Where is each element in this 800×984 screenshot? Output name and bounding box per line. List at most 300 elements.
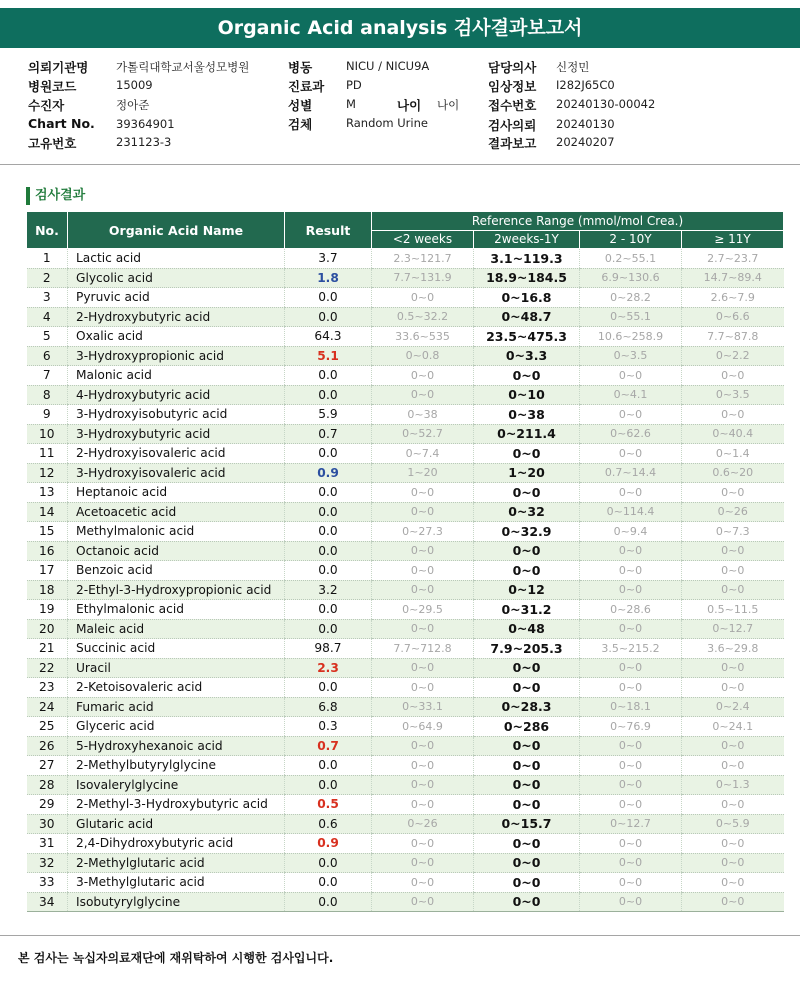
ref-2weeks-1y: 0~0	[474, 366, 580, 386]
ref-2weeks-1y: 23.5~475.3	[474, 327, 580, 347]
result-value: 0.0	[285, 561, 372, 581]
row-number: 5	[27, 327, 68, 347]
table-row	[27, 697, 784, 717]
ref-under-2-weeks: 0~0	[372, 561, 474, 581]
ref-2-10y: 0~9.4	[580, 522, 682, 542]
patient-value: 정아준	[116, 98, 150, 112]
ref-11y-plus: 3.6~29.8	[682, 639, 784, 659]
ref-2weeks-1y: 0~31.2	[474, 600, 580, 620]
result-value: 0.0	[285, 483, 372, 503]
result-value: 0.0	[285, 678, 372, 698]
col-header-2-10y: 2 - 10Y	[580, 230, 682, 249]
ref-11y-plus: 0.5~11.5	[682, 600, 784, 620]
ref-under-2-weeks: 0~0	[372, 385, 474, 405]
result-value: 2.3	[285, 658, 372, 678]
ref-2-10y: 0~0	[580, 658, 682, 678]
sex-value: M	[346, 97, 356, 111]
ref-11y-plus: 0~24.1	[682, 717, 784, 737]
result-value: 0.0	[285, 288, 372, 308]
acid-name: Oxalic acid	[68, 327, 285, 347]
unique-value: 231123-3	[116, 135, 172, 149]
result-value: 98.7	[285, 639, 372, 659]
result-value: 3.2	[285, 580, 372, 600]
result-value: 0.3	[285, 717, 372, 737]
ref-2-10y: 0~0	[580, 366, 682, 386]
ref-2weeks-1y: 0~16.8	[474, 288, 580, 308]
ref-under-2-weeks: 0.5~32.2	[372, 307, 474, 327]
acid-name: Isovalerylglycine	[68, 775, 285, 795]
ref-2-10y: 0~0	[580, 834, 682, 854]
table-row	[27, 502, 784, 522]
table-row	[27, 268, 784, 288]
result-value: 0.7	[285, 736, 372, 756]
row-number: 21	[27, 639, 68, 659]
ref-2-10y: 0~0	[580, 483, 682, 503]
ref-under-2-weeks: 0~0	[372, 775, 474, 795]
ref-2weeks-1y: 0~12	[474, 580, 580, 600]
acid-name: 2-Hydroxyisovaleric acid	[68, 444, 285, 464]
ref-11y-plus: 0~0	[682, 795, 784, 815]
table-row	[27, 366, 784, 386]
result-value: 0.9	[285, 834, 372, 854]
table-row	[27, 834, 784, 854]
ref-11y-plus: 0~7.3	[682, 522, 784, 542]
ref-2weeks-1y: 0~48	[474, 619, 580, 639]
table-row	[27, 717, 784, 737]
clinical-value: I282J65C0	[556, 78, 615, 92]
result-value: 0.0	[285, 873, 372, 893]
ref-2-10y: 0~0	[580, 756, 682, 776]
table-row	[27, 580, 784, 600]
result-value: 0.5	[285, 795, 372, 815]
row-number: 24	[27, 697, 68, 717]
result-value: 5.1	[285, 346, 372, 366]
row-number: 22	[27, 658, 68, 678]
ref-2-10y: 0~28.6	[580, 600, 682, 620]
ref-11y-plus: 0~0	[682, 853, 784, 873]
row-number: 3	[27, 288, 68, 308]
result-value: 0.0	[285, 522, 372, 542]
ref-under-2-weeks: 0~0	[372, 580, 474, 600]
ref-2-10y: 0~0	[580, 541, 682, 561]
ref-2weeks-1y: 0~38	[474, 405, 580, 425]
ref-2weeks-1y: 0~32	[474, 502, 580, 522]
ref-under-2-weeks: 0~0	[372, 853, 474, 873]
row-number: 18	[27, 580, 68, 600]
ref-under-2-weeks: 0~0.8	[372, 346, 474, 366]
table-row	[27, 619, 784, 639]
ref-2weeks-1y: 0~0	[474, 483, 580, 503]
sex-label: 성별	[288, 98, 313, 113]
age-value: 나이	[437, 98, 460, 112]
table-row	[27, 892, 784, 912]
result-value: 0.0	[285, 307, 372, 327]
patient-info	[0, 52, 800, 162]
ref-under-2-weeks: 0~0	[372, 366, 474, 386]
acid-name: Isobutyrylglycine	[68, 892, 285, 912]
acid-name: Heptanoic acid	[68, 483, 285, 503]
ref-2-10y: 0~0	[580, 444, 682, 464]
doctor-label: 담당의사	[488, 60, 537, 75]
col-header-no: No.	[27, 212, 68, 249]
table-row	[27, 288, 784, 308]
ref-2weeks-1y: 0~0	[474, 892, 580, 912]
ref-2-10y: 0~0	[580, 873, 682, 893]
acid-name: Fumaric acid	[68, 697, 285, 717]
ref-2weeks-1y: 0~0	[474, 775, 580, 795]
result-value: 0.0	[285, 541, 372, 561]
ref-under-2-weeks: 0~0	[372, 756, 474, 776]
result-value: 0.0	[285, 444, 372, 464]
ref-2-10y: 0.2~55.1	[580, 249, 682, 269]
ref-2weeks-1y: 3.1~119.3	[474, 249, 580, 269]
row-number: 17	[27, 561, 68, 581]
ref-2-10y: 0~0	[580, 580, 682, 600]
ref-11y-plus: 0~1.4	[682, 444, 784, 464]
ref-11y-plus: 0~3.5	[682, 385, 784, 405]
footer-divider	[0, 935, 800, 936]
ref-2weeks-1y: 0~32.9	[474, 522, 580, 542]
acid-name: 3-Hydroxyisobutyric acid	[68, 405, 285, 425]
table-row	[27, 483, 784, 503]
section-title: 검사결과	[26, 187, 85, 205]
result-value: 0.0	[285, 385, 372, 405]
ref-11y-plus: 0~0	[682, 405, 784, 425]
col-header-2weeks-1y: 2weeks-1Y	[474, 230, 580, 249]
ref-11y-plus: 2.6~7.9	[682, 288, 784, 308]
row-number: 11	[27, 444, 68, 464]
ref-2weeks-1y: 1~20	[474, 463, 580, 483]
ref-under-2-weeks: 0~26	[372, 814, 474, 834]
row-number: 9	[27, 405, 68, 425]
ref-2-10y: 0~0	[580, 619, 682, 639]
table-row	[27, 600, 784, 620]
ref-2-10y: 0~3.5	[580, 346, 682, 366]
footer-note: 본 검사는 녹십자의료재단에 재위탁하여 시행한 검사입니다.	[18, 951, 334, 965]
ref-2weeks-1y: 18.9~184.5	[474, 268, 580, 288]
acid-name: 3-Hydroxybutyric acid	[68, 424, 285, 444]
ref-11y-plus: 0~0	[682, 366, 784, 386]
row-number: 13	[27, 483, 68, 503]
result-value: 0.0	[285, 853, 372, 873]
ref-2weeks-1y: 0~0	[474, 736, 580, 756]
ref-2weeks-1y: 0~0	[474, 834, 580, 854]
ref-under-2-weeks: 1~20	[372, 463, 474, 483]
ref-2weeks-1y: 0~0	[474, 795, 580, 815]
institution-label: 의뢰기관명	[28, 60, 89, 75]
table-row	[27, 463, 784, 483]
acid-name: Pyruvic acid	[68, 288, 285, 308]
table-row	[27, 678, 784, 698]
row-number: 28	[27, 775, 68, 795]
table-row	[27, 853, 784, 873]
ref-under-2-weeks: 0~0	[372, 502, 474, 522]
ref-under-2-weeks: 7.7~131.9	[372, 268, 474, 288]
receipt-value: 20240130-00042	[556, 97, 656, 111]
ref-11y-plus: 0~2.2	[682, 346, 784, 366]
table-row	[27, 814, 784, 834]
ref-2-10y: 0~0	[580, 678, 682, 698]
ref-under-2-weeks: 0~38	[372, 405, 474, 425]
acid-name: Uracil	[68, 658, 285, 678]
row-number: 23	[27, 678, 68, 698]
acid-name: Maleic acid	[68, 619, 285, 639]
unique-label: 고유번호	[28, 136, 77, 151]
ref-11y-plus: 0~0	[682, 678, 784, 698]
ref-under-2-weeks: 2.3~121.7	[372, 249, 474, 269]
specimen-label: 검체	[288, 117, 313, 132]
row-number: 2	[27, 268, 68, 288]
ref-11y-plus: 0~0	[682, 892, 784, 912]
code-label: 병원코드	[28, 79, 77, 94]
report-title: Organic Acid analysis 검사결과보고서	[0, 8, 800, 48]
row-number: 10	[27, 424, 68, 444]
row-number: 25	[27, 717, 68, 737]
dept-value: PD	[346, 78, 362, 92]
ref-2-10y: 3.5~215.2	[580, 639, 682, 659]
table-row	[27, 405, 784, 425]
ref-under-2-weeks: 0~0	[372, 658, 474, 678]
result-value: 64.3	[285, 327, 372, 347]
ref-2weeks-1y: 0~0	[474, 444, 580, 464]
acid-name: 3-Hydroxypropionic acid	[68, 346, 285, 366]
info-divider	[0, 164, 800, 165]
acid-name: 2-Hydroxybutyric acid	[68, 307, 285, 327]
ref-11y-plus: 0~5.9	[682, 814, 784, 834]
acid-name: 2-Methylbutyrylglycine	[68, 756, 285, 776]
row-number: 4	[27, 307, 68, 327]
acid-name: 3-Methylglutaric acid	[68, 873, 285, 893]
row-number: 6	[27, 346, 68, 366]
ref-11y-plus: 0~0	[682, 658, 784, 678]
ref-2weeks-1y: 0~0	[474, 541, 580, 561]
ref-11y-plus: 0~0	[682, 834, 784, 854]
result-value: 0.0	[285, 619, 372, 639]
ref-under-2-weeks: 0~0	[372, 736, 474, 756]
request-value: 20240130	[556, 117, 615, 131]
ref-under-2-weeks: 0~0	[372, 483, 474, 503]
result-value: 3.7	[285, 249, 372, 269]
ward-label: 병동	[288, 60, 313, 75]
report-value: 20240207	[556, 135, 615, 149]
table-row	[27, 307, 784, 327]
ref-2-10y: 0~0	[580, 853, 682, 873]
table-row	[27, 561, 784, 581]
row-number: 8	[27, 385, 68, 405]
ref-2weeks-1y: 0~48.7	[474, 307, 580, 327]
row-number: 31	[27, 834, 68, 854]
row-number: 27	[27, 756, 68, 776]
clinical-label: 임상정보	[488, 79, 537, 94]
ref-11y-plus: 0~0	[682, 561, 784, 581]
ref-under-2-weeks: 0~0	[372, 873, 474, 893]
ward-value: NICU / NICU9A	[346, 59, 430, 73]
row-number: 33	[27, 873, 68, 893]
acid-name: Ethylmalonic acid	[68, 600, 285, 620]
ref-11y-plus: 0~0	[682, 736, 784, 756]
result-value: 5.9	[285, 405, 372, 425]
col-header-name: Organic Acid Name	[68, 212, 285, 249]
result-value: 6.8	[285, 697, 372, 717]
dept-label: 진료과	[288, 79, 325, 94]
result-value: 0.0	[285, 502, 372, 522]
ref-under-2-weeks: 0~7.4	[372, 444, 474, 464]
ref-2-10y: 0~0	[580, 736, 682, 756]
ref-2-10y: 0~114.4	[580, 502, 682, 522]
report-label: 결과보고	[488, 136, 537, 151]
row-number: 7	[27, 366, 68, 386]
ref-under-2-weeks: 0~0	[372, 678, 474, 698]
ref-11y-plus: 0~0	[682, 873, 784, 893]
ref-2weeks-1y: 0~3.3	[474, 346, 580, 366]
result-value: 0.0	[285, 892, 372, 912]
ref-11y-plus: 0~40.4	[682, 424, 784, 444]
ref-2-10y: 0~12.7	[580, 814, 682, 834]
ref-under-2-weeks: 7.7~712.8	[372, 639, 474, 659]
acid-name: Lactic acid	[68, 249, 285, 269]
result-value: 1.8	[285, 268, 372, 288]
row-number: 1	[27, 249, 68, 269]
table-row	[27, 873, 784, 893]
table-row	[27, 756, 784, 776]
acid-name: 2-Ethyl-3-Hydroxypropionic acid	[68, 580, 285, 600]
table-row	[27, 775, 784, 795]
ref-2weeks-1y: 0~211.4	[474, 424, 580, 444]
ref-under-2-weeks: 0~29.5	[372, 600, 474, 620]
row-number: 34	[27, 892, 68, 912]
ref-11y-plus: 0~0	[682, 541, 784, 561]
ref-under-2-weeks: 0~0	[372, 288, 474, 308]
ref-11y-plus: 0.6~20	[682, 463, 784, 483]
table-row	[27, 346, 784, 366]
age-label: 나이	[397, 98, 422, 113]
row-number: 14	[27, 502, 68, 522]
row-number: 29	[27, 795, 68, 815]
ref-11y-plus: 0~26	[682, 502, 784, 522]
result-value: 0.0	[285, 756, 372, 776]
table-row	[27, 658, 784, 678]
ref-11y-plus: 0~2.4	[682, 697, 784, 717]
ref-2-10y: 0~0	[580, 775, 682, 795]
ref-2weeks-1y: 0~286	[474, 717, 580, 737]
acid-name: 2-Ketoisovaleric acid	[68, 678, 285, 698]
acid-name: Malonic acid	[68, 366, 285, 386]
ref-under-2-weeks: 0~0	[372, 619, 474, 639]
row-number: 30	[27, 814, 68, 834]
ref-under-2-weeks: 0~0	[372, 795, 474, 815]
ref-2weeks-1y: 0~28.3	[474, 697, 580, 717]
ref-2weeks-1y: 0~0	[474, 678, 580, 698]
ref-2-10y: 0~76.9	[580, 717, 682, 737]
acid-name: Succinic acid	[68, 639, 285, 659]
table-row	[27, 444, 784, 464]
ref-under-2-weeks: 0~0	[372, 834, 474, 854]
ref-under-2-weeks: 0~27.3	[372, 522, 474, 542]
result-value: 0.0	[285, 600, 372, 620]
table-row	[27, 424, 784, 444]
result-value: 0.0	[285, 366, 372, 386]
ref-2-10y: 0~0	[580, 892, 682, 912]
ref-2weeks-1y: 0~15.7	[474, 814, 580, 834]
table-row	[27, 249, 784, 269]
request-label: 검사의뢰	[488, 118, 537, 133]
code-value: 15009	[116, 78, 153, 92]
results-table	[26, 211, 784, 912]
ref-11y-plus: 2.7~23.7	[682, 249, 784, 269]
acid-name: 2-Methylglutaric acid	[68, 853, 285, 873]
acid-name: 2,4-Dihydroxybutyric acid	[68, 834, 285, 854]
ref-11y-plus: 0~12.7	[682, 619, 784, 639]
table-row	[27, 522, 784, 542]
acid-name: 2-Methyl-3-Hydroxybutyric acid	[68, 795, 285, 815]
ref-2weeks-1y: 7.9~205.3	[474, 639, 580, 659]
ref-11y-plus: 14.7~89.4	[682, 268, 784, 288]
ref-under-2-weeks: 33.6~535	[372, 327, 474, 347]
ref-11y-plus: 0~0	[682, 483, 784, 503]
col-header-result: Result	[285, 212, 372, 249]
row-number: 12	[27, 463, 68, 483]
ref-2weeks-1y: 0~0	[474, 873, 580, 893]
table-row	[27, 736, 784, 756]
acid-name: 3-Hydroxyisovaleric acid	[68, 463, 285, 483]
acid-name: 4-Hydroxybutyric acid	[68, 385, 285, 405]
ref-2weeks-1y: 0~10	[474, 385, 580, 405]
receipt-label: 접수번호	[488, 98, 537, 113]
ref-11y-plus: 7.7~87.8	[682, 327, 784, 347]
ref-2-10y: 0~28.2	[580, 288, 682, 308]
ref-2weeks-1y: 0~0	[474, 853, 580, 873]
row-number: 20	[27, 619, 68, 639]
table-row	[27, 639, 784, 659]
chart-label: Chart No.	[28, 116, 95, 131]
acid-name: Methylmalonic acid	[68, 522, 285, 542]
ref-11y-plus: 0~6.6	[682, 307, 784, 327]
acid-name: Glutaric acid	[68, 814, 285, 834]
ref-under-2-weeks: 0~52.7	[372, 424, 474, 444]
ref-2weeks-1y: 0~0	[474, 756, 580, 776]
ref-under-2-weeks: 0~33.1	[372, 697, 474, 717]
acid-name: Glyceric acid	[68, 717, 285, 737]
ref-2-10y: 0.7~14.4	[580, 463, 682, 483]
table-row	[27, 385, 784, 405]
ref-2-10y: 10.6~258.9	[580, 327, 682, 347]
results-body	[27, 249, 784, 912]
acid-name: Benzoic acid	[68, 561, 285, 581]
ref-2-10y: 0~0	[580, 405, 682, 425]
row-number: 32	[27, 853, 68, 873]
ref-2-10y: 0~62.6	[580, 424, 682, 444]
col-header-reference: Reference Range (mmol/mol Crea.)	[372, 212, 784, 231]
result-value: 0.7	[285, 424, 372, 444]
result-value: 0.6	[285, 814, 372, 834]
ref-2-10y: 0~4.1	[580, 385, 682, 405]
specimen-value: Random Urine	[346, 116, 428, 130]
ref-under-2-weeks: 0~64.9	[372, 717, 474, 737]
ref-11y-plus: 0~0	[682, 756, 784, 776]
ref-under-2-weeks: 0~0	[372, 892, 474, 912]
row-number: 15	[27, 522, 68, 542]
col-header-under-2-weeks: <2 weeks	[372, 230, 474, 249]
col-header-11y-plus: ≥ 11Y	[682, 230, 784, 249]
result-value: 0.0	[285, 775, 372, 795]
acid-name: 5-Hydroxyhexanoic acid	[68, 736, 285, 756]
ref-2-10y: 0~0	[580, 561, 682, 581]
table-row	[27, 795, 784, 815]
acid-name: Octanoic acid	[68, 541, 285, 561]
ref-2-10y: 0~0	[580, 795, 682, 815]
chart-value: 39364901	[116, 117, 175, 131]
row-number: 19	[27, 600, 68, 620]
